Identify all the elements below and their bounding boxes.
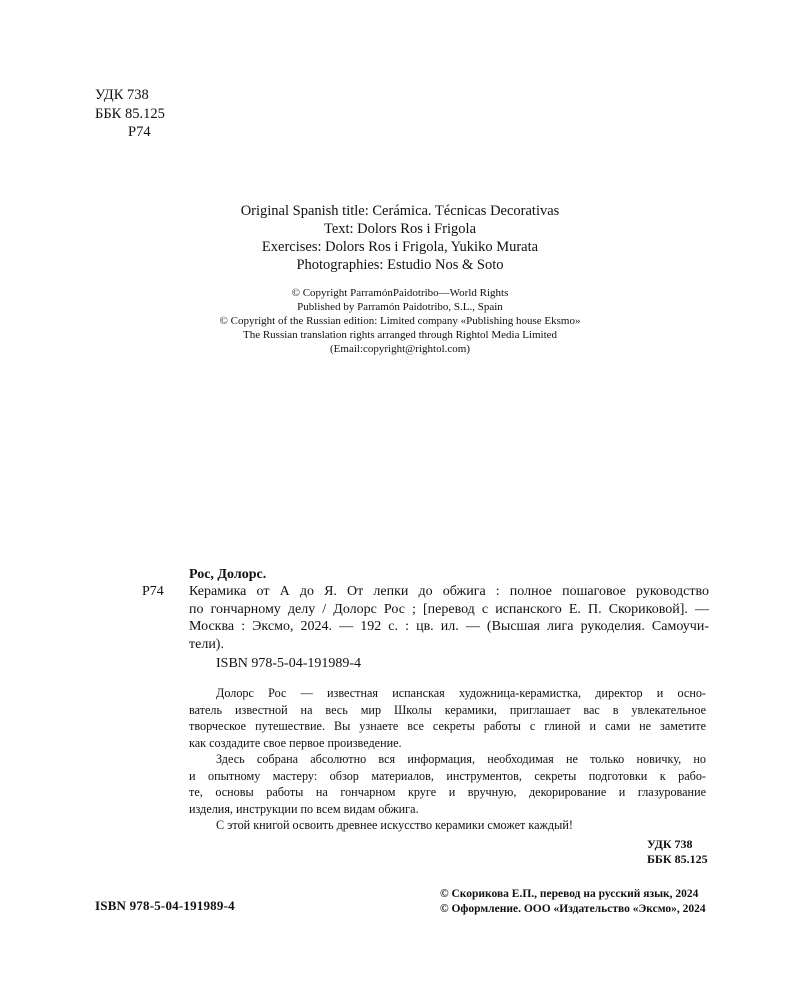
classification-codes bbox=[95, 86, 165, 142]
translation-copyright: © Скорикова Е.П., перевод на русский язык, 2024 bbox=[440, 888, 699, 900]
original-exercises-credit: Exercises: Dolors Ros i Frigola, Yukiko Murata bbox=[261, 239, 539, 255]
annotation-line: Долорс Рос — известная испанская художница-керамистка, директор и осно- bbox=[216, 686, 706, 700]
record-line: по гончарному делу / Долорс Рос ; [перевод с испанского Е. П. Скориковой]. — bbox=[189, 601, 709, 617]
record-code: Р74 bbox=[142, 584, 164, 599]
bbk-code-bottom: ББК 85.125 bbox=[647, 852, 708, 866]
bbk-code: ББК 85.125 bbox=[95, 105, 165, 122]
annotation-line: изделия, инструкции по всем видам обжига. bbox=[189, 801, 419, 816]
copyright-line: © Copyright ParramónPaidotribo—World Rights bbox=[291, 287, 509, 299]
annotation-line: как создадите свое первое произведение. bbox=[189, 735, 402, 750]
isbn-bottom: ISBN 978-5-04-191989-4 bbox=[95, 898, 235, 913]
original-title-block bbox=[0, 202, 800, 274]
design-copyright: © Оформление. ООО «Издательство «Эксмо», 2024 bbox=[440, 903, 706, 915]
record-description bbox=[189, 583, 709, 653]
copyright-bottom-block bbox=[440, 887, 706, 917]
udk-code-bottom: УДК 738 bbox=[647, 837, 693, 851]
copyright-line: (Email:copyright@rightol.com) bbox=[330, 343, 470, 355]
original-photographies-credit: Photographies: Estudio Nos & Soto bbox=[296, 257, 504, 273]
record-line: Керамика от А до Я. От лепки до обжига : полное пошаговое руководство bbox=[189, 584, 709, 599]
annotation-line: творческое путешествие. Вы узнаете все секреты работы с глиной и сами не заметите bbox=[189, 719, 706, 733]
annotation-line: Здесь собрана абсолютно вся информация, необходимая не только новичку, но bbox=[216, 752, 706, 766]
record-line: тели). bbox=[189, 636, 224, 652]
classification-codes-bottom bbox=[647, 837, 708, 867]
annotation-line: и опытному мастеру: обзор материалов, инструментов, секреты подготовки к рабо- bbox=[189, 768, 706, 783]
annotation-line: С этой книгой освоить древнее искусство керамики сможет каждый! bbox=[216, 818, 573, 832]
original-text-credit: Text: Dolors Ros i Frigola bbox=[323, 221, 477, 237]
udk-code: УДК 738 bbox=[95, 87, 149, 103]
annotation-line: ватель известной на весь мир Школы керамики, приглашает вас в увлекательное bbox=[189, 702, 706, 717]
annotation bbox=[189, 685, 706, 834]
original-title: Original Spanish title: Cerámica. Técnicas Decorativas bbox=[240, 203, 560, 219]
copyright-line: The Russian translation rights arranged through Rightol Media Limited bbox=[242, 329, 558, 341]
author-mark: Р74 bbox=[128, 124, 151, 140]
record-line: Москва : Эксмо, 2024. — 192 с. : цв. ил. — (Высшая лига рукоделия. Самоучи- bbox=[189, 619, 709, 635]
copyright-block bbox=[0, 286, 800, 356]
record-isbn: ISBN 978-5-04-191989-4 bbox=[216, 656, 362, 671]
copyright-line: © Copyright of the Russian edition: Limited company «Publishing house Eksmo» bbox=[219, 315, 581, 327]
annotation-line: те, основы работы на гончарном круге и вручную, декорирование и глазурование bbox=[189, 785, 706, 799]
record-author-heading: Рос, Долорс. bbox=[189, 567, 267, 582]
copyright-line: Published by Parramón Paidotribo, S.L., Spain bbox=[297, 301, 503, 313]
